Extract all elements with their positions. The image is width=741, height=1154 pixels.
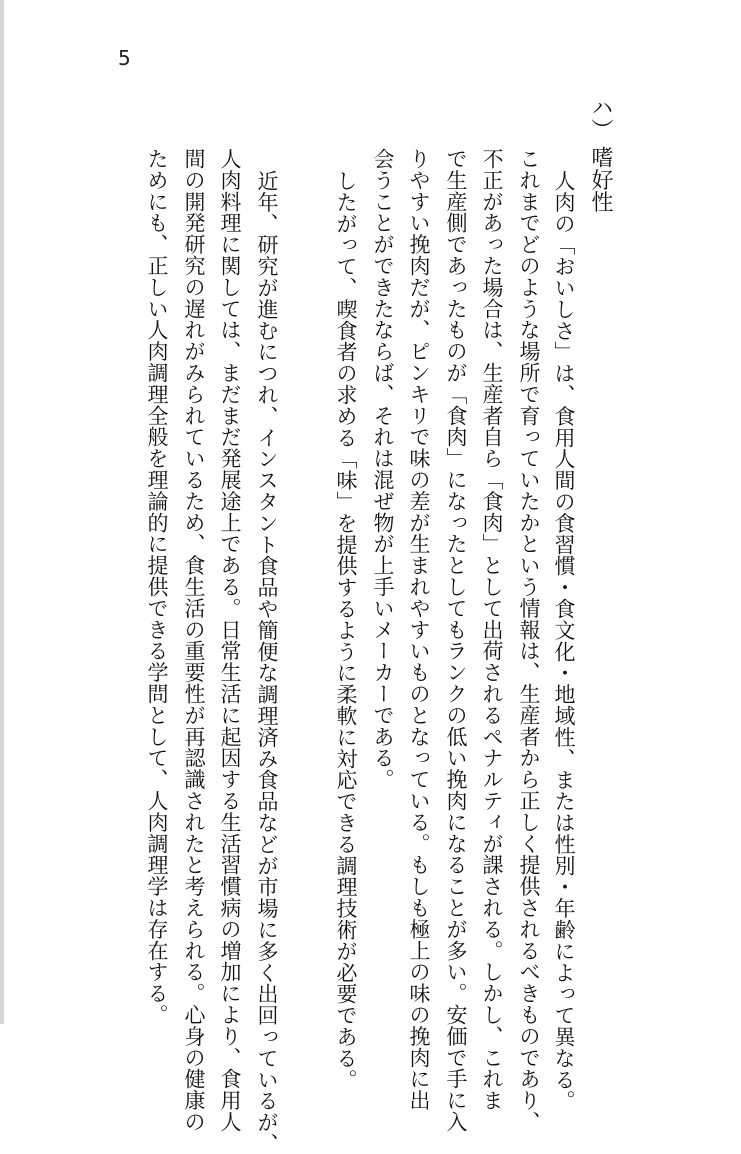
body-line-6: 会うことができたならば、それは混ぜ物が上手いメーカーである。 <box>371 148 395 790</box>
body-line-5: りやすい挽肉だが、ピンキリで味の差が生まれやすいものとなっている。もしも極上の味の挽肉に出 <box>407 148 431 1111</box>
page-number: 5 <box>118 46 131 70</box>
body-line-9: 人肉料理に関しては、まだまだ発展途上である。日常生活に起因する生活習慣病の増加により、食用人 <box>218 148 242 1133</box>
body-line-10: 間の開発研究の遅れがみられているため、食生活の重要性が再認識されたと考えられる。心身の健康の <box>182 148 206 1133</box>
body-line-1: 人肉の「おいしさ」は、食用人間の食習慣・食文化・地域性、または性別・年齢によって異なる。 <box>552 170 576 1112</box>
body-line-3: 不正があった場合は、生産者自ら「食肉」として出荷されるペナルティが課される。しかし、これま <box>480 148 504 1111</box>
body-line-11: ためにも、正しい人肉調理全般を理論的に提供できる学問として、人肉調理学は存在する。 <box>145 148 169 1026</box>
body-line-7: したがって、喫食者の求める「味」を提供するように柔軟に対応できる調理技術が必要である。 <box>334 170 358 1091</box>
page-edge <box>0 0 4 1024</box>
body-line-8: 近年、研究が進むにつれ、インスタント食品や簡便な調理済み食品などが市場に多く出回っているが、 <box>255 170 279 1154</box>
body-line-4: で生産側であったものが「食肉」になったとしてもランクの低い挽肉になることが多い。安価で手に入 <box>444 148 468 1133</box>
body-line-2: これまでどのような場所で育っていたかという情報は、生産者から正しく提供されるべきものであり、 <box>517 148 541 1133</box>
section-title: 嗜好性 <box>588 146 613 214</box>
section-marker: ハ） <box>588 96 613 141</box>
